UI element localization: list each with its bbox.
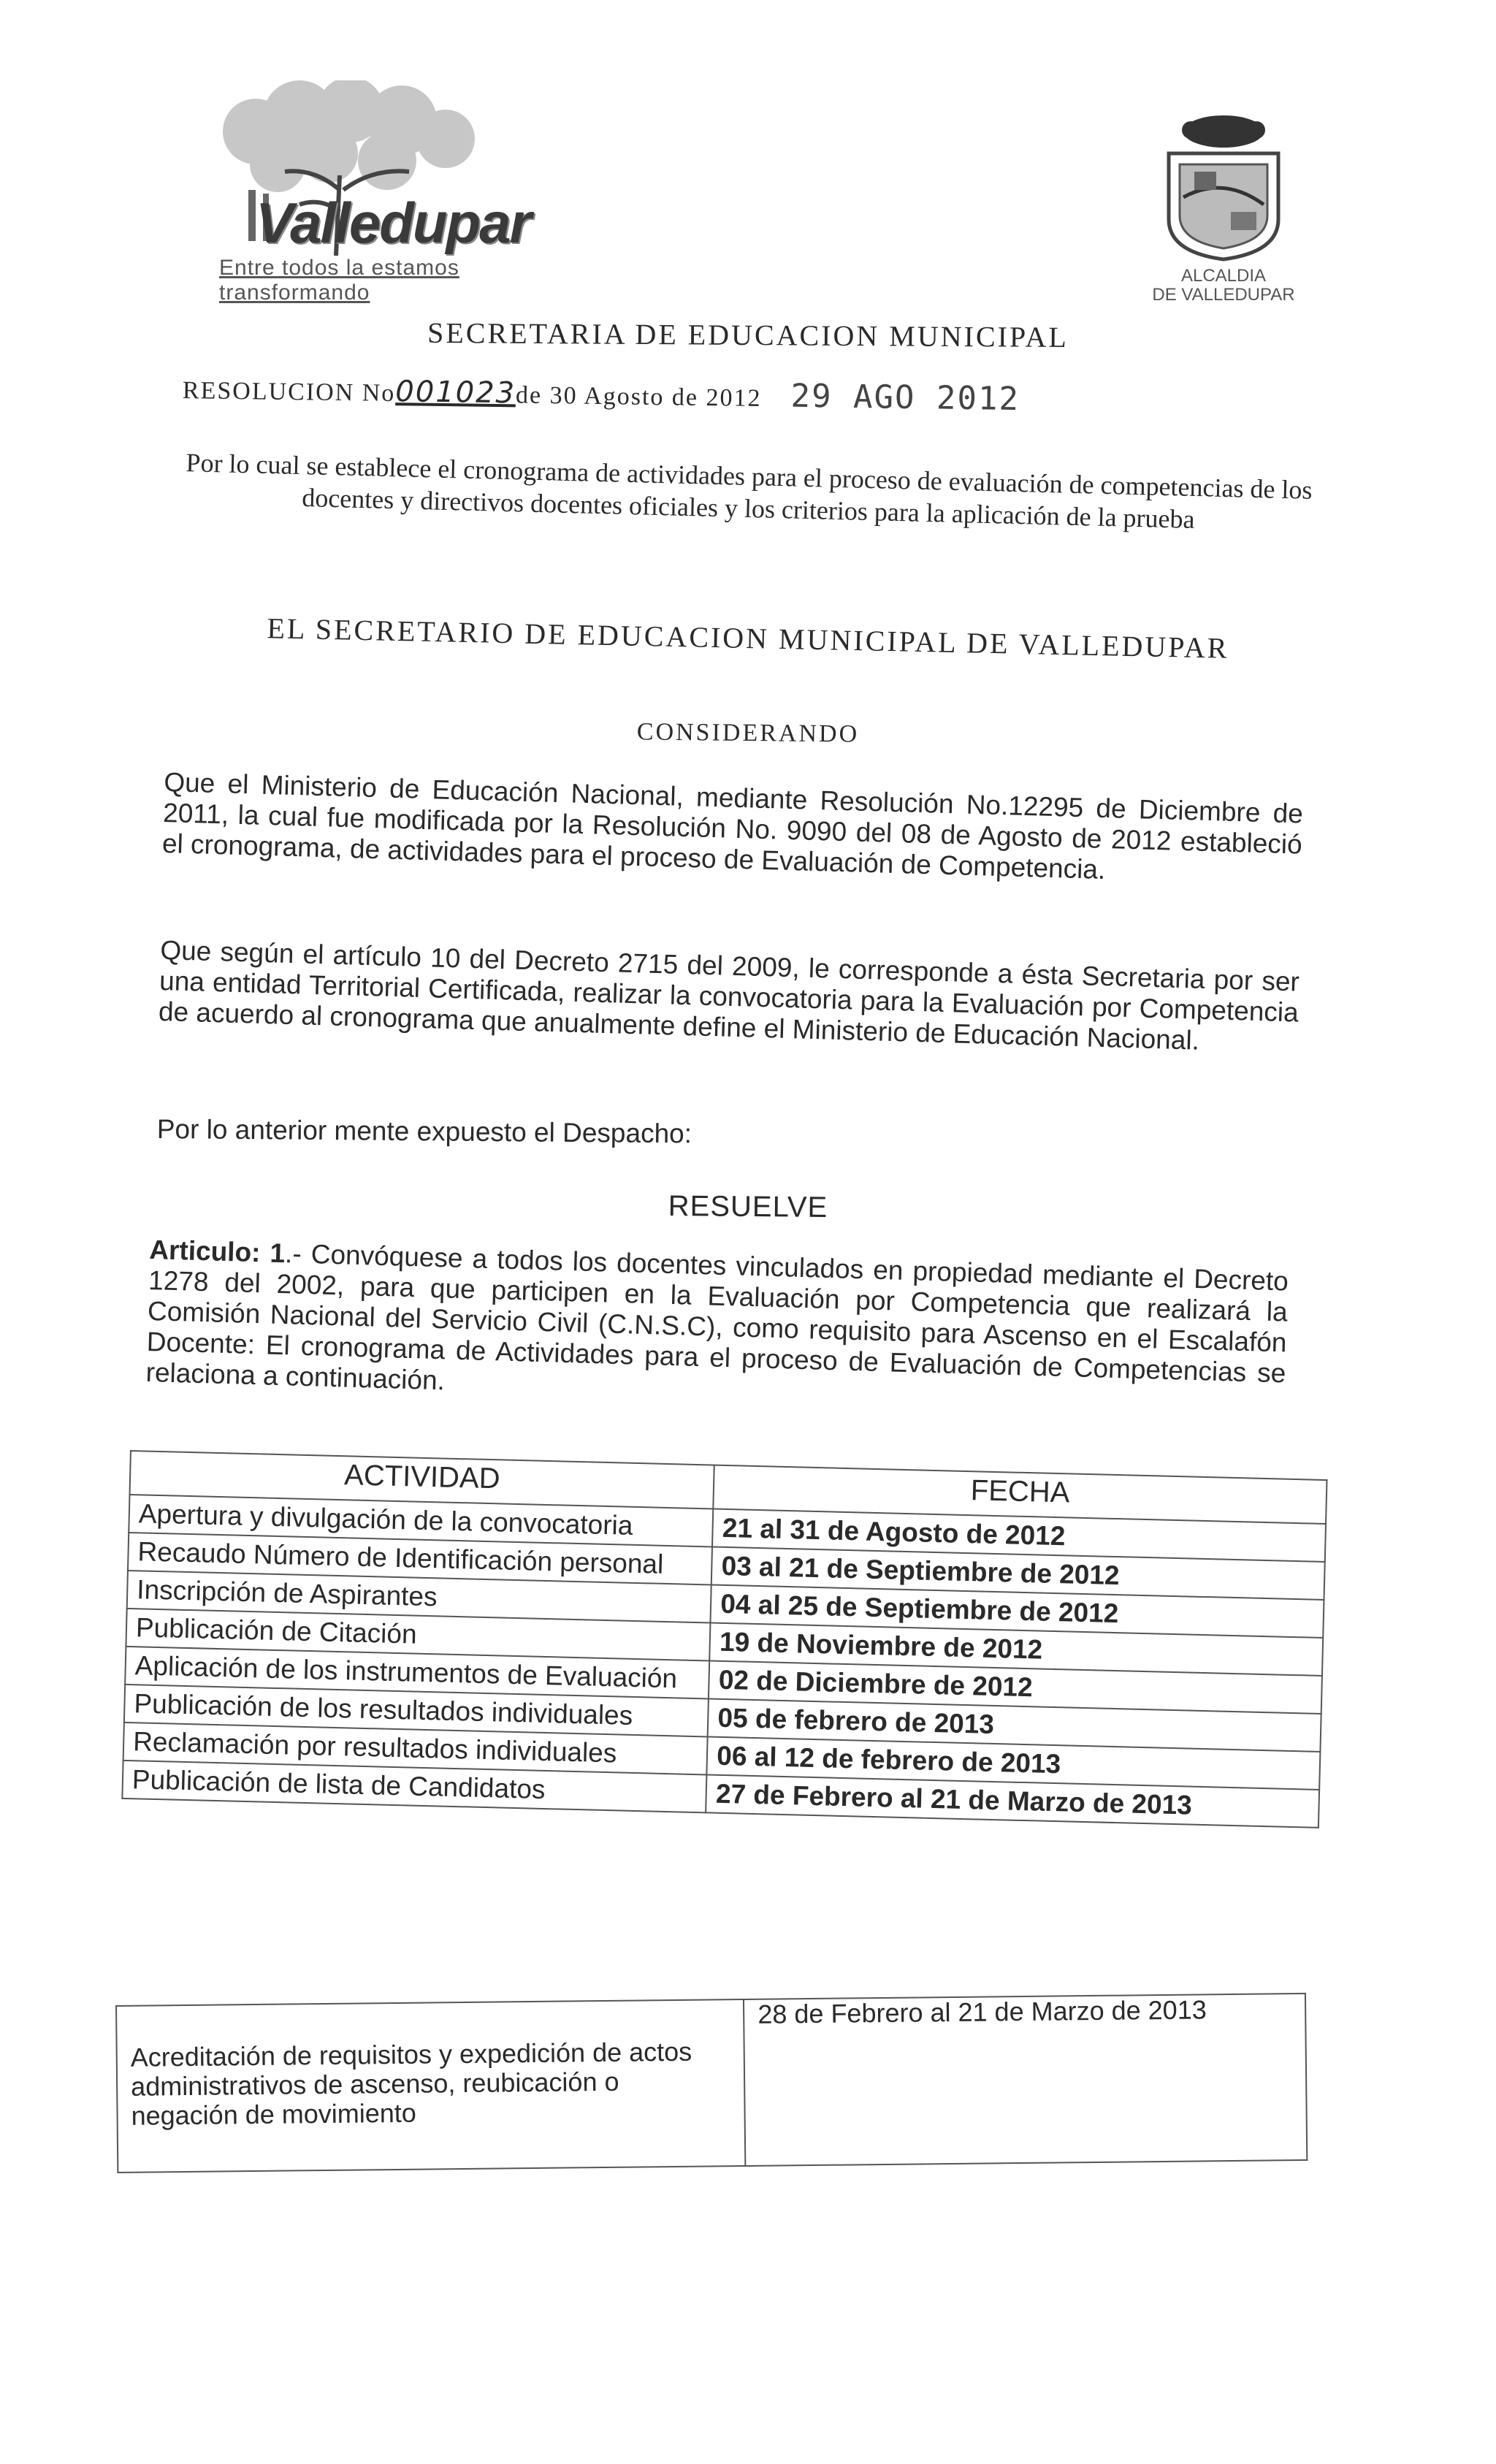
date-cell: 06 al 12 de febrero de 2013 [707, 1736, 1321, 1789]
date-cell: 28 de Febrero al 21 de Marzo de 2013 [744, 1994, 1307, 2166]
resolucion-line [183, 369, 1020, 418]
coat-of-arms-icon [1125, 110, 1322, 267]
date-cell: 05 de febrero de 2013 [708, 1698, 1321, 1751]
activity-cell: Publicación de lista de Candidatos [122, 1761, 706, 1813]
activity-cell: Recaudo Número de Identificación personal [128, 1533, 712, 1585]
date-cell: 27 de Febrero al 21 de Marzo de 2013 [706, 1774, 1319, 1827]
considerando-paragraph-1: Que el Ministerio de Educación Nacional, mediante Resolución No.12295 de Diciembre de 2011, la cual fue modificada por la Resolución No. 9090 del 08 de Agosto de 2012 estableció el cronograma, de actividades para el proceso de Evaluación de Competencia. [161, 767, 1304, 885]
resolucion-date: de 30 Agosto de 2012 [515, 381, 762, 413]
header-fecha: FECHA [714, 1465, 1327, 1524]
article-label: Articulo: 1 [148, 1235, 286, 1269]
resuelve-title: RESUELVE [668, 1190, 828, 1224]
schedule-table-last-row [115, 1993, 1308, 2173]
activity-cell: Reclamación por resultados individuales [123, 1723, 708, 1775]
logo-slogan: Entre todos la estamos transformando [219, 256, 459, 305]
considerando-title: CONSIDERANDO [636, 718, 860, 748]
table-row [116, 1994, 1307, 2173]
activity-cell: Publicación de los resultados individuales [124, 1685, 709, 1737]
header-actividad: ACTIVIDAD [130, 1451, 715, 1509]
despacho-paragraph: Por lo anterior mente expuesto el Despacho: [156, 1114, 692, 1149]
resolucion-prefix: RESOLUCION No [182, 377, 396, 408]
municipal-seal [1125, 110, 1322, 307]
article-1 [145, 1235, 1289, 1419]
date-cell: 19 de Noviembre de 2012 [710, 1622, 1324, 1675]
resolution-intro: Por lo cual se establece el cronograma de actividades para el proceso de evaluación de competencias de los docentes y directivos docentes oficiales y los criterios para la aplicación de la prueba [186, 448, 1313, 534]
seal-caption: ALCALDIA DE VALLEDUPAR [1152, 266, 1295, 305]
secretario-title: EL SECRETARIO DE EDUCACION MUNICIPAL DE VALLEDUPAR [267, 611, 1229, 665]
secretaria-title: SECRETARIA DE EDUCACION MUNICIPAL [427, 316, 1069, 354]
date-stamp: 29 AGO 2012 [790, 377, 1020, 418]
date-cell: 03 al 21 de Septiembre de 2012 [711, 1547, 1325, 1600]
date-cell: 02 de Diciembre de 2012 [709, 1660, 1322, 1713]
schedule-table [121, 1450, 1327, 1828]
logo-wordmark: Valledupar [256, 191, 530, 255]
activity-cell: Apertura y divulgación de la convocatoria [129, 1495, 713, 1547]
resolucion-number: 001023 [395, 375, 516, 411]
date-cell: 04 al 25 de Septiembre de 2012 [711, 1585, 1324, 1638]
valledupar-logo [168, 80, 548, 305]
article-text: .- Convóquese a todos los docentes vinculados en propiedad mediante el Decreto 1278 del 2002, para que participen en la Evaluación por Competencia que realizará la Comisión Nacional del Servicio Civil (C.N.S.C), como requisito para Ascenso en el Escalafón Docente: El cronograma de Actividades para el proceso de Evaluación de Competencias se relaciona a continuación. [145, 1238, 1289, 1396]
date-cell: 21 al 31 de Agosto de 2012 [712, 1509, 1326, 1562]
activity-cell: Aplicación de los instrumentos de Evaluación [125, 1647, 709, 1699]
activity-cell: Inscripción de Aspirantes [127, 1571, 711, 1623]
considerando-paragraph-2: Que según el artículo 10 del Decreto 2715 del 2009, le corresponde a ésta Secretaria por ser una entidad Territorial Certificada, realizar la convocatoria para la Evaluación por Competencia de acuerdo al cronograma que anualmente define el Ministerio de Educación Nacional. [158, 935, 1300, 1056]
activity-cell: Publicación de Citación [126, 1609, 710, 1661]
activity-cell: Acreditación de requisitos y expedición de actos administrativos de ascenso, reubicación o negación de movimiento [116, 1999, 746, 2173]
